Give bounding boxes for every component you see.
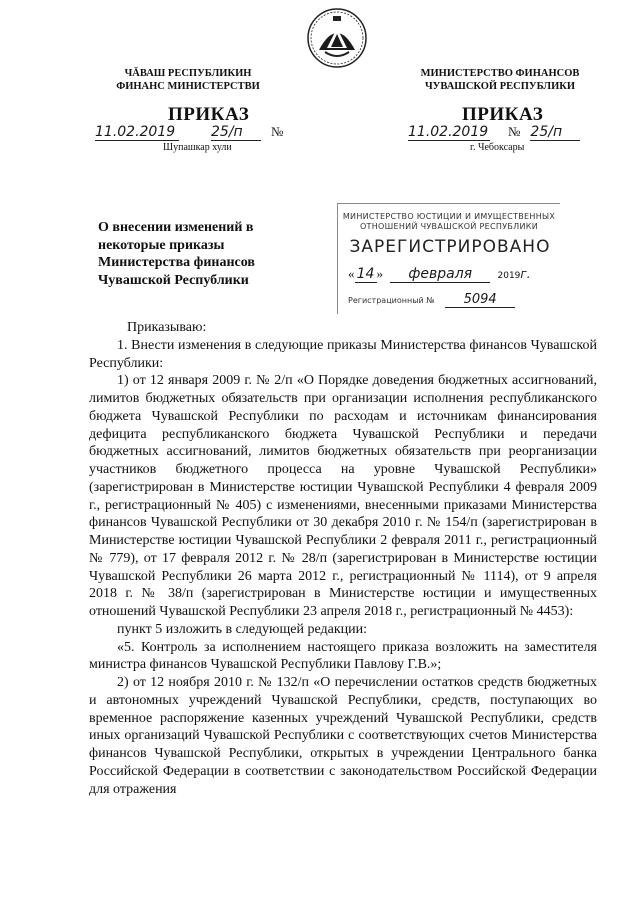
left-number-sign: №: [271, 124, 284, 139]
stamp-day: 14: [355, 266, 377, 283]
order-topic: [98, 219, 288, 289]
registration-stamp: [337, 203, 560, 314]
stamp-year: 2019: [497, 271, 521, 281]
right-number: 25/п: [530, 124, 580, 141]
stamp-reg-number: 5094: [445, 292, 515, 308]
paragraph-1-2: 2) от 12 ноября 2010 г. № 132/п «О перечислении остатков средств бюджетных и автономных учреждений Чувашской Республики, средств, поступающих во временное распоряжение казенных учреждений Чувашской Республики, средств иных организаций Чувашской Республики с соответствующих счетов Министерства финансов Чувашской Республики, открытых в учреждении Центрального банка Российской Федерации в соответствии с законодательством Российской Федерации для отражения: [89, 675, 597, 797]
right-org-line2: ЧУВАШСКОЙ РЕСПУБЛИКИ: [424, 81, 576, 92]
left-city: Шупашкар хули: [163, 142, 232, 153]
stamp-reg-number-row: [348, 292, 554, 308]
left-number: 25/п: [211, 124, 261, 141]
topic-line4: Чувашской Республики: [98, 272, 249, 288]
stamp-organization: [342, 212, 556, 232]
topic-line3: Министерства финансов: [98, 255, 255, 270]
paragraph-point-5-text: «5. Контроль за исполнением настоящего приказа возложить на заместителя министра финансов Чувашской Республики Павлову Г.В.»;: [89, 639, 597, 673]
paragraph-1: 1. Внести изменения в следующие приказы Министерства финансов Чувашской Республики:: [89, 337, 597, 371]
right-city: г. Чебоксары: [470, 142, 525, 153]
stamp-reg-label: Регистрационный №: [348, 296, 435, 305]
left-org-header: [98, 67, 278, 93]
right-org-header: [410, 67, 590, 93]
right-org-line1: МИНИСТЕРСТВО ФИНАНСОВ: [420, 68, 580, 79]
left-title: ПРИКАЗ: [168, 104, 250, 125]
topic-line1: О внесении изменений в: [98, 220, 254, 235]
left-org-line2: ФИНАНС МИНИСТЕРСТВИ: [116, 81, 260, 92]
right-date-number-row: [408, 123, 608, 141]
right-date: 11.02.2019: [408, 124, 489, 140]
order-body: [89, 319, 597, 798]
topic-line2: некоторые приказы: [98, 237, 225, 253]
left-org-line1: ЧĂВАШ РЕСПУБЛИКИН: [124, 68, 252, 79]
stamp-org-line1: МИНИСТЕРСТВО ЮСТИЦИИ И ИМУЩЕСТВЕННЫХ: [342, 212, 556, 221]
paragraph-point-5: пункт 5 изложить в следующей редакции:: [117, 621, 367, 637]
left-date: 11.02.2019: [95, 124, 179, 141]
left-date-number-row: [95, 123, 315, 141]
stamp-year-suffix: г.: [520, 267, 531, 281]
stamp-date-row: « 14 » февраля 2019г.: [348, 266, 531, 282]
coat-of-arms-emblem: [305, 6, 369, 70]
stamp-registered-label: ЗАРЕГИСТРИРОВАНО: [349, 237, 551, 257]
right-title: ПРИКАЗ: [462, 104, 544, 125]
order-directive: Приказываю:: [127, 320, 207, 335]
right-number-sign: №: [508, 124, 521, 139]
stamp-org-line2: ОТНОШЕНИЙ ЧУВАШСКОЙ РЕСПУБЛИКИ: [359, 222, 539, 231]
paragraph-1-1: 1) от 12 января 2009 г. № 2/п «О Порядке доведения бюджетных ассигнований, лимитов бюджетных обязательств при организации исполнения республиканского бюджета Чувашской Республики по расходам и источникам финансирования дефицита республиканского бюджета Чувашской Республики и передачи бюджетных ассигнований, лимитов бюджетных обязательств при реорганизации участников бюджетного процесса на уровне Чувашской Республики» (зарегистрирован в Министерстве юстиции Чувашской Республики 4 февраля 2009 г., регистрационный № 405) с изменениями, внесенными приказами Министерства финансов Чувашской Республики от 30 декабря 2010 г. № 154/п (зарегистрирован в Министерстве юстиции Чувашской Республики 2 февраля 2011 г., регистрационный № 779), от 17 февраля 2012 г. № 28/п (зарегистрирован в Министерстве юстиции Чувашской Республики 26 марта 2012 г., регистрационный № 1114), от 9 апреля 2018 г. № 38/п (зарегистрирован в Министерстве юстиции и имущественных отношений Чувашской Республики 23 апреля 2018 г., регистрационный № 4453):: [89, 373, 597, 619]
stamp-month: февраля: [390, 266, 490, 283]
